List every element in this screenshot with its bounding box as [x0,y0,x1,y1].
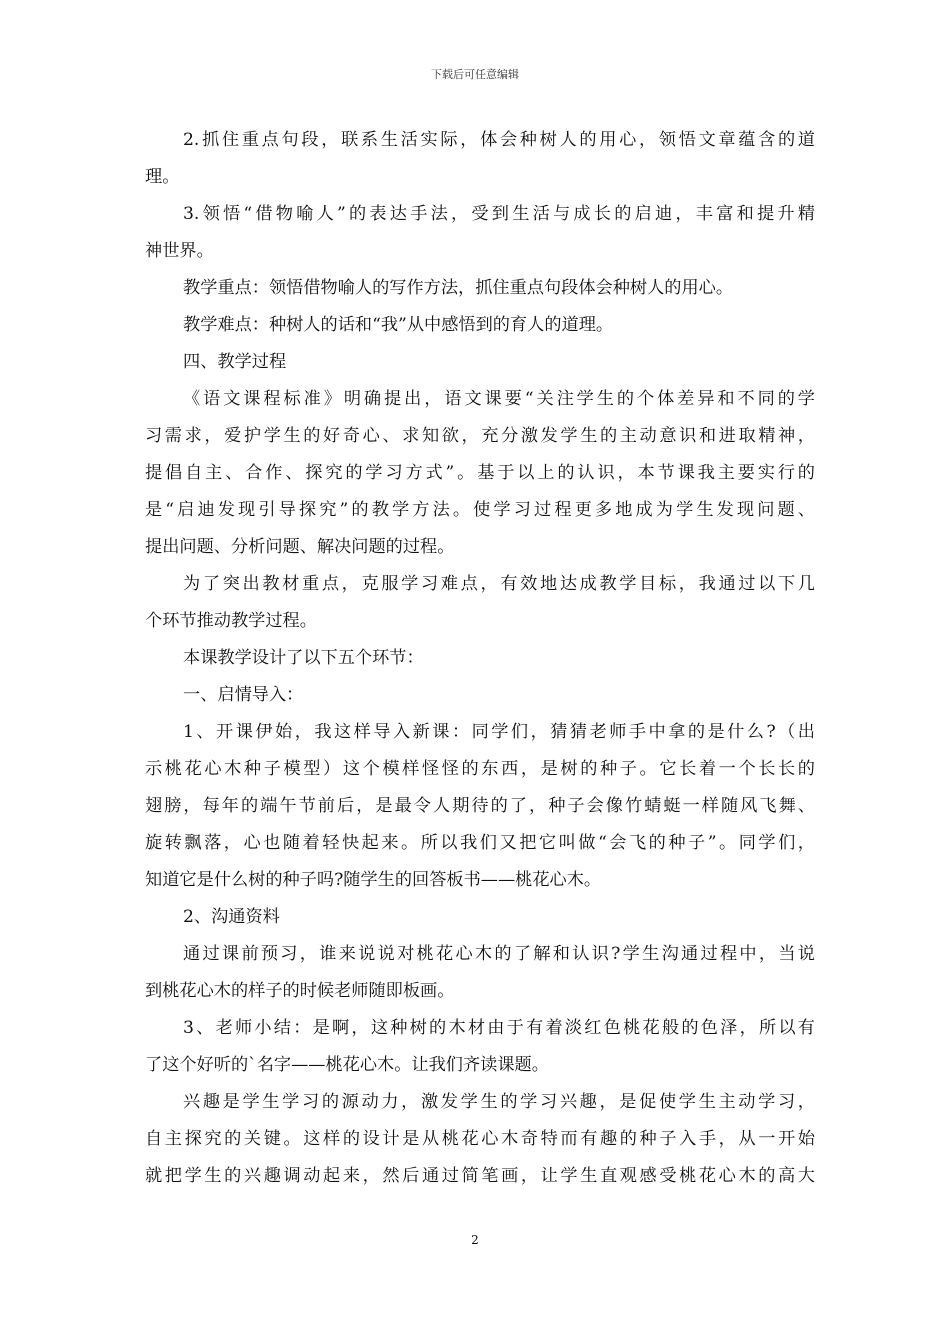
text-line: 为了突出教材重点，克服学习难点，有效地达成教学目标，我通过以下几 [183,574,815,594]
document-body [145,122,815,1195]
text-line: 自主探究的关键。这样的设计是从桃花心木奇特而有趣的种子入手，从一开始 [145,1129,815,1149]
text-line: 提出问题、分析问题、解决问题的过程。 [145,537,455,557]
text-line: 四、教学过程 [183,352,287,372]
text-line: 2、沟通资料 [183,907,280,927]
text-line: 翅膀，每年的端午节前后，是最令人期待的了，种子会像竹蜻蜓一样随风飞舞、 [145,796,815,816]
text-line: 了这个好听的`名字——桃花心木。让我们齐读课题。 [145,1055,549,1075]
text-line: 一、启情导入： [183,685,304,705]
text-line: 1、开课伊始，我这样导入新课：同学们，猜猜老师手中拿的是什么?（出 [183,722,815,742]
text-line: 通过课前预习，谁来说说对桃花心木的了解和认识?学生沟通过程中，当说 [183,944,815,964]
text-line: 教学难点：种树人的话和“我”从中感悟到的育人的道理。 [183,315,614,335]
text-line: 2.抓住重点句段，联系生活实际，体会种树人的用心，领悟文章蕴含的道 [183,130,815,150]
text-line: 提倡自主、合作、探究的学习方式”。基于以上的认识，本节课我主要实行的 [145,463,815,483]
text-line: 3、老师小结：是啊，这种树的木材由于有着淡红色桃花般的色泽，所以有 [183,1018,815,1038]
text-line: 习需求，爱护学生的好奇心、求知欲，充分激发学生的主动意识和进取精神， [145,426,815,446]
text-line: 到桃花心木的样子的时候老师随即板画。 [145,981,455,1001]
text-line: 旋转飘落，心也随着轻快起来。所以我们又把它叫做“会飞的种子”。同学们， [145,833,815,853]
text-line: 3.领悟“借物喻人”的表达手法，受到生活与成长的启迪，丰富和提升精 [183,204,815,224]
page-number: 2 [471,1233,479,1247]
page-header-note: 下载后可任意编辑 [431,68,519,81]
text-line: 兴趣是学生学习的源动力，激发学生的学习兴趣，是促使学生主动学习， [183,1092,815,1112]
text-line: 个环节推动教学过程。 [145,611,317,631]
text-line: 教学重点：领悟借物喻人的写作方法，抓住重点句段体会种树人的用心。 [183,278,734,298]
text-line: 示桃花心木种子模型）这个模样怪怪的东西，是树的种子。它长着一个长长的 [145,759,815,779]
text-line: 知道它是什么树的种子吗?随学生的回答板书——桃花心木。 [145,870,602,890]
text-line: 理。 [145,167,180,187]
text-line: 神世界。 [145,241,214,261]
text-line: 是“启迪发现引导探究”的教学方法。使学习过程更多地成为学生发现问题、 [145,500,815,520]
text-line: 就把学生的兴趣调动起来，然后通过简笔画，让学生直观感受桃花心木的高大 [145,1166,815,1186]
text-line: 《语文课程标准》明确提出，语文课要“关注学生的个体差异和不同的学 [183,389,815,409]
text-line: 本课教学设计了以下五个环节： [183,648,424,668]
